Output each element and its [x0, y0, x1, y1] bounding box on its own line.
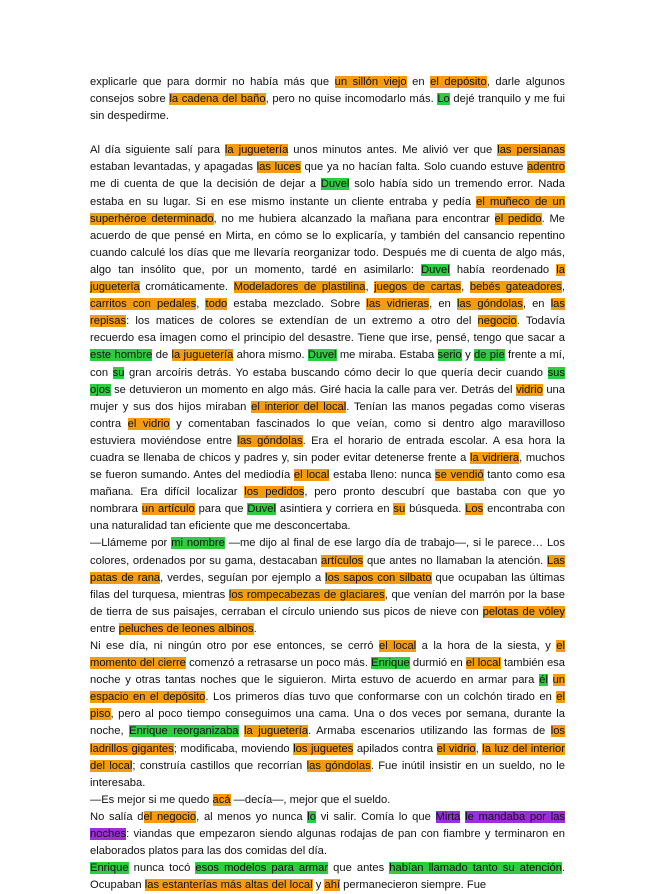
text-run: ,: [561, 281, 565, 294]
text-run: ; construía castillos que recorrían: [132, 759, 307, 772]
highlighted-phrase: su: [393, 503, 406, 516]
text-run: a la hora de la siesta, y: [416, 640, 557, 652]
text-run: que antes: [328, 862, 390, 875]
highlighted-phrase: los rompecabezas de glaciares: [228, 588, 385, 601]
highlighted-phrase: el local: [293, 469, 330, 482]
text-run: encontraba con una naturalidad tan eficiente que me desconcertaba.: [90, 503, 565, 533]
highlighted-phrase: esos modelos para armar: [195, 862, 329, 875]
text-run: nunca tocó: [128, 862, 196, 875]
paragraph-gap: [90, 125, 565, 142]
text-run: , no me hubiera alcanzado la mañana para encontrar: [213, 212, 495, 225]
highlighted-phrase: un sillón viejo: [334, 76, 407, 88]
highlighted-phrase: el interior del local: [251, 400, 347, 413]
text-run: , muchos se fueron sumando. Antes del mediodía: [90, 451, 566, 482]
text-run: . Tenían las manos pegadas como viseras contra: [90, 400, 566, 430]
highlighted-phrase: las vidrieras: [366, 298, 430, 311]
text-run: : viandas que empezaron siendo algunas rodajas de pan con fiambre y terminaron en elaborados platos para las dos comidas del día.: [90, 828, 565, 858]
text-run: , pero al poco tiempo conseguimos una cama. Una o dos veces por semana, durante la noche,: [90, 708, 565, 738]
paragraph-4: [90, 638, 565, 792]
text-run: . Los primeros días tuvo que conformarse con un colchón tirado en: [205, 691, 557, 704]
highlighted-phrase: Enrique: [90, 862, 129, 875]
highlighted-phrase: el negocio: [143, 810, 197, 823]
paragraph-5: [90, 792, 565, 809]
text-run: en: [406, 76, 431, 88]
text-run: había reordenado: [449, 263, 557, 276]
highlighted-phrase: serio: [437, 349, 462, 362]
highlighted-phrase: el local: [465, 657, 501, 670]
text-run: para que: [194, 503, 248, 516]
highlighted-phrase: Enrique reorganizaba: [129, 725, 239, 738]
highlighted-phrase: el muñeco de un superhéroe determinado: [90, 195, 565, 225]
highlighted-phrase: acá: [212, 793, 231, 806]
text-run: y: [312, 879, 325, 892]
text-run: , pero no quise incomodarlo más.: [265, 93, 438, 106]
text-run: , pero pronto descubrí que bastaba con que yo nombrara: [90, 486, 566, 516]
highlighted-phrase: juegos de cartas: [374, 281, 462, 294]
highlighted-phrase: el local: [378, 640, 417, 652]
text-run: entre: [90, 622, 119, 635]
text-run: gran arcoíris detrás. Yo estaba buscando cómo decir lo que quería decir cuando: [124, 366, 548, 379]
paragraph-6: [90, 809, 565, 860]
text-run: estaba mezclado. Sobre: [227, 298, 367, 311]
highlighted-phrase: el depósito: [430, 76, 487, 88]
text-run: de: [152, 349, 172, 362]
highlighted-phrase: el vidrio: [127, 417, 170, 430]
highlighted-phrase: lo: [307, 810, 316, 823]
highlighted-phrase: la juguetería: [90, 263, 565, 294]
text-run: . Todavía recuerdo esa imagen como el principio del desastre. Tiene que irse, pensé, tengo que sacar a: [90, 315, 565, 345]
highlighted-phrase: los sapos con silbato: [325, 571, 432, 584]
highlighted-phrase: un espacio en el depósito: [90, 674, 566, 704]
text-run: una mujer y sus dos hijos miraban: [90, 383, 566, 413]
highlighted-phrase: las góndolas: [237, 434, 303, 447]
text-run: durmió en: [409, 657, 466, 670]
paragraph-2: [90, 142, 565, 535]
text-run: búsqueda.: [405, 503, 466, 516]
text-run: . Fue inútil insistir en un sueldo, no le interesaba.: [90, 759, 566, 789]
text-run: se detuvieron un momento en algo más. Giré hacia la calle para ver. Detrás del: [110, 383, 517, 396]
highlighted-phrase: las estanterías más altas del local: [144, 879, 313, 892]
text-run: me miraba. Estaba: [336, 349, 438, 362]
document-page: [90, 74, 565, 894]
highlighted-phrase: el pedido: [494, 212, 542, 225]
highlighted-phrase: el vidrio: [436, 742, 476, 755]
highlighted-phrase: ahí: [324, 879, 341, 892]
text-run: y comentaban fascinados lo que veían, como si dentro algo maravilloso estuviera moviéndose entre: [90, 417, 565, 447]
text-run: No salía d: [90, 810, 144, 823]
text-run: ,: [365, 281, 375, 294]
text-run: ahora mismo.: [233, 349, 308, 362]
text-run: me di cuenta de que la decisión de dejar a: [90, 178, 321, 191]
text-run: estaban levantadas, y apagadas: [90, 161, 257, 174]
text-run: : los matices de colores se extendían de un extremo a otro del: [126, 315, 478, 328]
text-run: que ocupaban las últimas filas del turquesa, mientras: [90, 571, 566, 601]
text-run: . Era el horario de entrada escolar. A esa hora la cuadra se llenaba de chicos y padres y, sin poder evitar detenerse frente a: [90, 434, 566, 464]
text-run: y: [461, 349, 474, 362]
highlighted-phrase: artículos: [321, 554, 364, 567]
text-run: ,: [461, 281, 470, 294]
text-run: . Me acuerdo de que pensé en Mirta, en cómo se lo explicaría, y también del cansancio repentino cuando calculé los días que me llevaría reorganizar todo. Después me di cuenta de algo más, algo tan insólito que, por un momento, tardé en asimilarlo:: [90, 212, 565, 276]
text-run: solo había sido un tremendo error. Nada estaba en su lugar. Si en ese mismo instante un cliente entraba y pedía: [90, 178, 565, 208]
highlighted-phrase: bebés gateadores: [469, 281, 562, 294]
highlighted-phrase: las góndolas: [456, 298, 523, 311]
highlighted-phrase: su: [112, 366, 125, 379]
text-run: ; modificaba, moviendo: [173, 742, 294, 755]
highlighted-phrase: el momento del cierre: [90, 640, 566, 670]
text-run: , en: [522, 298, 551, 311]
highlighted-phrase: le mandaba por las noches: [90, 810, 566, 841]
text-run: frente a mí, con: [90, 349, 566, 379]
text-run: ,: [475, 742, 483, 755]
highlighted-phrase: Duvel: [320, 178, 350, 191]
highlighted-phrase: la cadena del baño: [169, 93, 266, 106]
highlighted-phrase: Duvel: [247, 503, 276, 516]
highlighted-phrase: pelotas de vóley: [482, 605, 565, 618]
text-run: Ni ese día, ni ningún otro por ese entonces, se cerró: [90, 640, 379, 652]
text-run: .: [253, 622, 257, 635]
text-run: —Llámeme por: [90, 537, 172, 550]
text-run: asintiera y corriera en: [275, 503, 394, 516]
text-run: . Ocupaban: [90, 862, 566, 892]
text-run: estaba lleno: nunca: [329, 469, 436, 482]
text-run: —decía—, mejor que el sueldo.: [230, 793, 391, 806]
highlighted-phrase: Mirta: [435, 810, 461, 823]
highlighted-phrase: Enrique: [371, 657, 410, 670]
text-run: . Armaba escenarios utilizando las formas de: [308, 725, 551, 738]
highlighted-phrase: el piso: [90, 691, 565, 721]
highlighted-phrase: los juguetes: [293, 742, 354, 755]
text-run: vi salir. Comía lo que: [316, 810, 436, 823]
highlighted-phrase: este hombre: [90, 349, 153, 362]
highlighted-phrase: las repisas: [90, 298, 565, 328]
highlighted-phrase: de pie: [473, 349, 505, 362]
highlighted-phrase: las persianas: [497, 144, 565, 157]
highlighted-phrase: Los: [465, 503, 484, 516]
text-run: [548, 674, 553, 686]
highlighted-phrase: Duvel: [307, 349, 337, 362]
highlighted-phrase: las góndolas: [306, 759, 371, 772]
highlighted-phrase: la juguetería: [244, 725, 309, 738]
highlighted-phrase: peluches de leones albinos: [118, 622, 254, 635]
highlighted-phrase: Duvel: [421, 263, 450, 276]
highlighted-phrase: las luces: [256, 161, 301, 174]
text-run: , verdes, seguían por ejemplo a: [160, 571, 326, 584]
text-run: —Es mejor si me quedo: [90, 793, 213, 806]
highlighted-phrase: Modeladores de plastilina: [233, 281, 366, 294]
highlighted-phrase: mi nombre: [171, 537, 225, 550]
text-run: también esa noche y otras tantas noches que le siguieron. Mirta estuvo de acuerdo en armar para: [90, 657, 566, 687]
text-run: que ya no hacían falta. Solo cuando estuve: [300, 161, 528, 174]
text-run: —me dijo al final de ese largo día de trabajo—, si le parece… Los colores, ordenados por su gama, destacaban: [90, 537, 565, 567]
paragraph-1: [90, 74, 565, 125]
text-run: tanto como esa mañana. Era difícil localizar: [90, 469, 565, 499]
text-run: Al día siguiente salí para: [90, 144, 225, 157]
highlighted-phrase: se vendió: [435, 469, 484, 482]
highlighted-phrase: todo: [205, 298, 228, 311]
paragraph-3: [90, 535, 565, 638]
text-run: , que venían del marrón por la base de tierra de sus paisajes, cerraban el círculo uniendo sus picos de nieve con: [90, 588, 565, 618]
text-run: que antes no llamaban la atención.: [363, 554, 547, 567]
text-run: ,: [196, 298, 206, 311]
highlighted-phrase: habían llamado tanto su atención: [389, 862, 562, 875]
highlighted-phrase: carritos con pedales: [90, 298, 197, 311]
highlighted-phrase: Las patas de rana: [90, 554, 566, 584]
text-run: apilados contra: [353, 742, 437, 755]
highlighted-phrase: la juguetería: [224, 144, 289, 157]
highlighted-phrase: Lo: [437, 93, 450, 106]
highlighted-phrase: sus ojos: [90, 366, 565, 396]
highlighted-phrase: la vidriera: [470, 451, 520, 464]
highlighted-phrase: un artículo: [141, 503, 195, 516]
text-run: explicarle que para dormir no había más que: [90, 76, 335, 88]
text-run: permanecieron siempre. Fue: [340, 879, 487, 892]
highlighted-phrase: él: [539, 674, 548, 687]
paragraph-7: [90, 860, 565, 894]
text-run: dejé tranquilo y me fui sin despedirme.: [90, 93, 566, 123]
highlighted-phrase: los pedidos: [244, 486, 305, 499]
text-run: cromáticamente.: [139, 281, 234, 294]
highlighted-phrase: negocio: [477, 315, 517, 328]
highlighted-phrase: adentro: [527, 161, 565, 174]
text-run: unos minutos antes. Me alivió ver que: [288, 144, 498, 157]
text-run: , darle algunos consejos sobre: [90, 76, 565, 106]
text-run: comenzó a retrasarse un poco más.: [185, 657, 372, 670]
highlighted-phrase: la juguetería: [171, 349, 234, 362]
highlighted-phrase: la luz del interior del local: [90, 742, 565, 772]
text-run: , al menos yo nunca: [196, 810, 308, 823]
highlighted-phrase: vidrio: [516, 383, 543, 396]
highlighted-phrase: los ladrillos gigantes: [90, 725, 566, 755]
text-run: , en: [429, 298, 457, 311]
